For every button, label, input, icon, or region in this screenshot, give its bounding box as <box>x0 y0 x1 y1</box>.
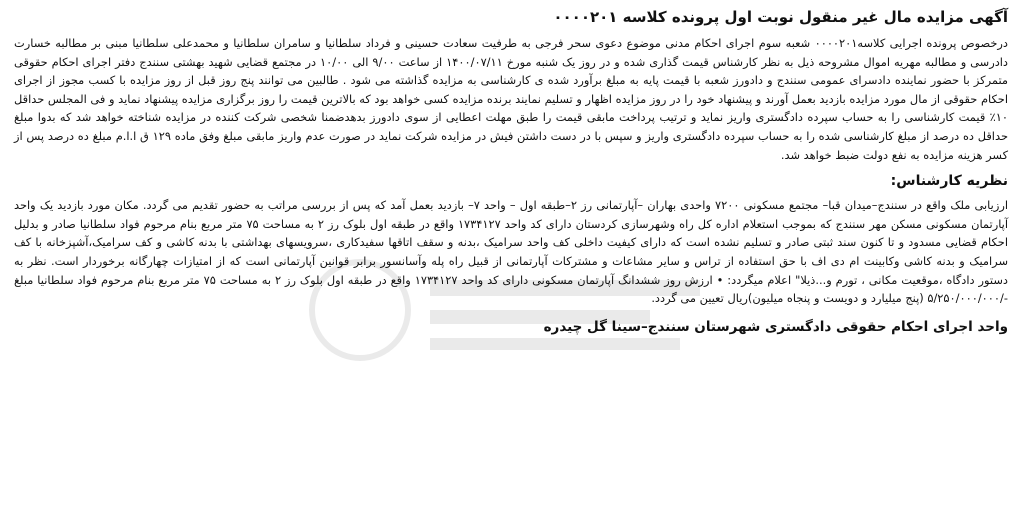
issuer-signature: واحد اجرای احکام حقوقی دادگستری شهرستان سنندج–سینا گل چیدره <box>543 318 1008 335</box>
expert-opinion-heading: نظریه کارشناس: <box>890 173 1008 190</box>
intro-paragraph: درخصوص پرونده اجرایی کلاسه۰۰۰۰۲۰۱ شعبه سوم اجرای احکام مدنی موضوع دعوی سحر فرجی به طرفیت سعادت حسینی و فرداد سلطانیا و سامران سلطانیا و محمدعلی سلطانیا مبنی بر مطالبه خسارت دادرسی و مطالبه مهریه اموال مشروحه ذیل به نظر کارشناس قیمت گذاری شده و در روز یک شنبه مورخ ۱۴۰۰/۰۷/۱۱ از ساعت ۹/۰۰ الی ۱۰/۰۰ در مجتمع قضایی شهید بهشتی سنندج دفتر اجرای احکام حقوقی متمرکز با حضور نماینده دادسرای عمومی سنندج و دادورز شعبه با قیمت پایه به مبلغ برآورد شده ی کارشناسی به مزایده گذاشته می شود . طالبین می توانند پنج روز قبل از روز مزایده با کسب مجوز از اجرای احکام حقوقی از مال مورد مزایده بازدید بعمل آورند و پیشنهاد خود را در روز مزایده اظهار و تسلیم نمایند برنده مزایده کسی خواهد بود که بالاترین قیمت را روز برگزاری مزایده پیشنهاد نماید و فی المجلس حداقل ۱۰٪ قیمت کارشناسی را به حساب سپرده دادگستری واریز نماید و ترتیب پرداخت مابقی قیمت را طبق مهلت اعطایی از سوی دادورز بدهدضمنا شخصی شرکت کننده در مزایده شناخته خواهد شد که بدوا مبلغ حداقل ده درصد از مبلغ کارشناسی شده را به حساب سپرده دادگستری واریز و سپس با در دست داشتن فیش در مزایده شرکت نماید در صورت عدم واریز مابقی مبلغ وفق ماده ۱۲۹ ق ا.ا.م مبلغ ده درصد پس از کسر هزینه مزایده به نفع دولت ضبط خواهد شد. <box>14 36 1008 162</box>
notice-title: آگهی مزایده مال غیر منقول نوبت اول پرونده کلاسه ۰۰۰۰۲۰۱ <box>553 8 1008 26</box>
expert-opinion-paragraph: ارزیابی ملک واقع در سنندج–میدان قبا– مجتمع مسکونی ۷۲۰۰ واحدی بهاران –آپارتمانی رز ۲–طبقه اول – واحد ۷– بازدید بعمل آمد که پس از بررسی مراتب به حضور تقدیم می گردد. مکان مورد بازدید یک واحد آپارتمان مسکونی مسکن مهر سنندج که بموجب استعلام اداره کل راه وشهرسازی کردستان دارای کد واحد ۱۷۳۴۱۲۷ واقع در طبقه اول بلوک رز ۲ به مساحت ۷۵ متر مربع بنام مرحوم فواد سلطانیا صادر و بدلیل احکام قضایی مسدود و تا کنون سند ثبتی صادر و تسلیم نشده است که دارای کیفیت داخلی کف واحد سرامیک ،بدنه و سقف اتاقها سفیدکاری ،سرویسهای بهداشتی با بدنه کاشی و کف سرامیک،آشپزخانه با کف سرامیک و بدنه کاشی وکابینت ام دی اف با حق استفاده از تراس و سایر مشاعات و مشترکات آپارتمانی از قبیل راه پله وآسانسور برابر قوانین آپارتمانی است که از امتیازات چهارگانه برخوردار است. نظر به دستور دادگاه ،موقعیت مکانی ، تورم و...ذیلا" اعلام میگردد: • ارزش روز ششدانگ آپارتمان مسکونی دارای کد واحد ۱۷۳۴۱۲۷ واقع در طبقه اول بلوک رز ۲ به مساحت ۷۵ متر مربع بنام مرحوم فواد سلطانیا مبلغ -/۵/۲۵۰/۰۰۰/۰۰۰ (پنج میلیارد و دویست و پنجاه میلیون)ریال تعیین می گردد. <box>14 198 1008 306</box>
